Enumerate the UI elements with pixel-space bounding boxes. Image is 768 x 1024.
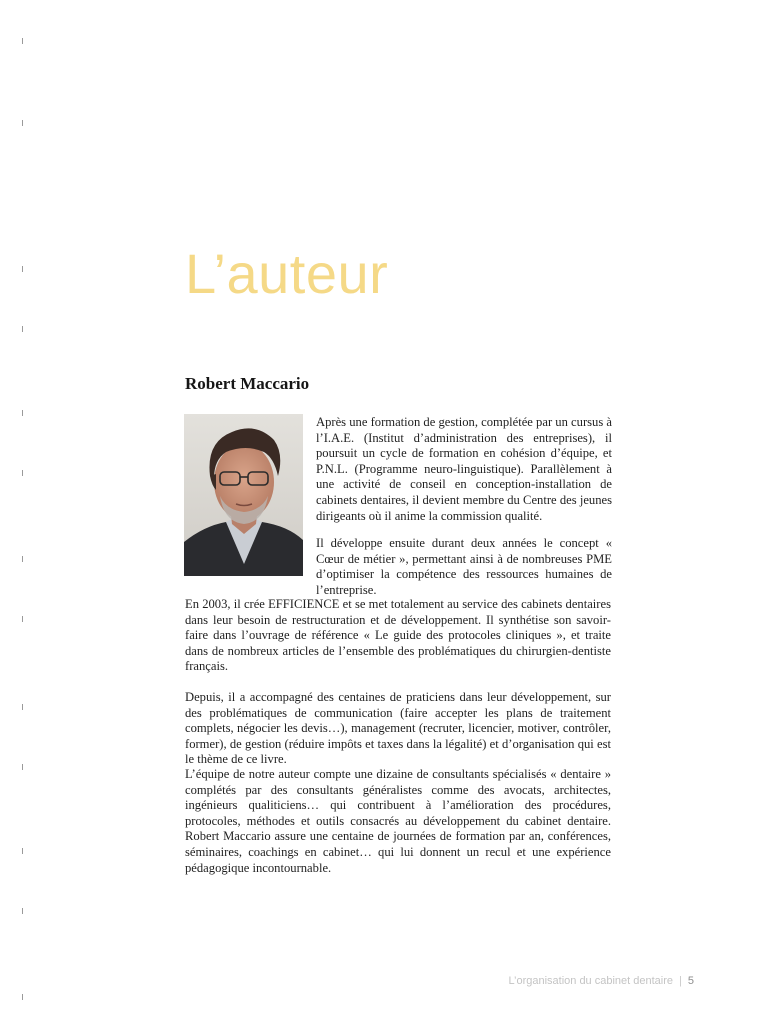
scan-mark: [22, 848, 23, 854]
scan-mark: [22, 38, 23, 44]
paragraph-1: Après une formation de gestion, complétée par un cursus à l’I.A.E. (Institut d’administration des entreprises), il poursuit un cycle de formation en cohésion d’équipe, et P.N.L. (Programme neuro-linguistique). Parallèlement à une activité de conseil en conception-installation de cabinets dentaires, il devient membre du Centre des jeunes dirigeants où il anime la commission qualité.: [316, 415, 612, 523]
paragraph-5: L’équipe de notre auteur compte une dizaine de consultants spécialisés « dentaire » complétés par des consultants généralistes comme des avocats, architectes, ingénieurs qualiticiens… qui contribuent à l’amélioration des procédures, protocoles, méthodes et outils consacrés au développement du cabinet dentaire. Robert Maccario assure une centaine de journées de formation par an, conférences, séminaires, coachings en cabinet… qui lui donnent un recul et une expérience pédagogique incontournable.: [185, 767, 611, 875]
page-number: 5: [687, 975, 694, 987]
scan-mark: [22, 556, 23, 562]
scan-mark: [22, 704, 23, 710]
scan-mark: [22, 764, 23, 770]
scan-mark: [22, 266, 23, 272]
scan-mark: [22, 326, 23, 332]
scan-mark: [22, 908, 23, 914]
scan-mark: [22, 616, 23, 622]
paragraph-4: Depuis, il a accompagné des centaines de praticiens dans leur développement, sur des problématiques de communication (faire accepter les plans de traitement complets, négocier les devis…), management (recruter, licencier, motiver, contrôler, former), de gestion (réduire impôts et taxes dans la légalité) et d’organisation qui est le thème de ce livre.: [185, 690, 611, 767]
author-photo: [184, 414, 303, 576]
footer-separator: |: [679, 975, 682, 987]
author-name: Robert Maccario: [185, 374, 310, 393]
paragraph-2: Il développe ensuite durant deux années le concept « Cœur de métier », permettant ainsi à de nombreuses PME d’optimiser la compétence des ressources humaines de l’entreprise.: [316, 536, 612, 597]
running-title: L’organisation du cabinet dentaire: [508, 975, 674, 987]
page-heading: L’auteur: [185, 242, 389, 305]
scan-mark: [22, 470, 23, 476]
page-footer: [509, 975, 695, 987]
scan-mark: [22, 410, 23, 416]
paragraph-3: En 2003, il crée EFFICIENCE et se met totalement au service des cabinets dentaires dans leur besoin de restructuration et de développement. Il synthétise son savoir-faire dans l’ouvrage de référence « Le guide des protocoles cliniques », et traite dans de nombreux articles de l’ensemble des problématiques du chirurgien-dentiste français.: [185, 597, 611, 674]
scan-mark: [22, 120, 23, 126]
scan-mark: [22, 994, 23, 1000]
